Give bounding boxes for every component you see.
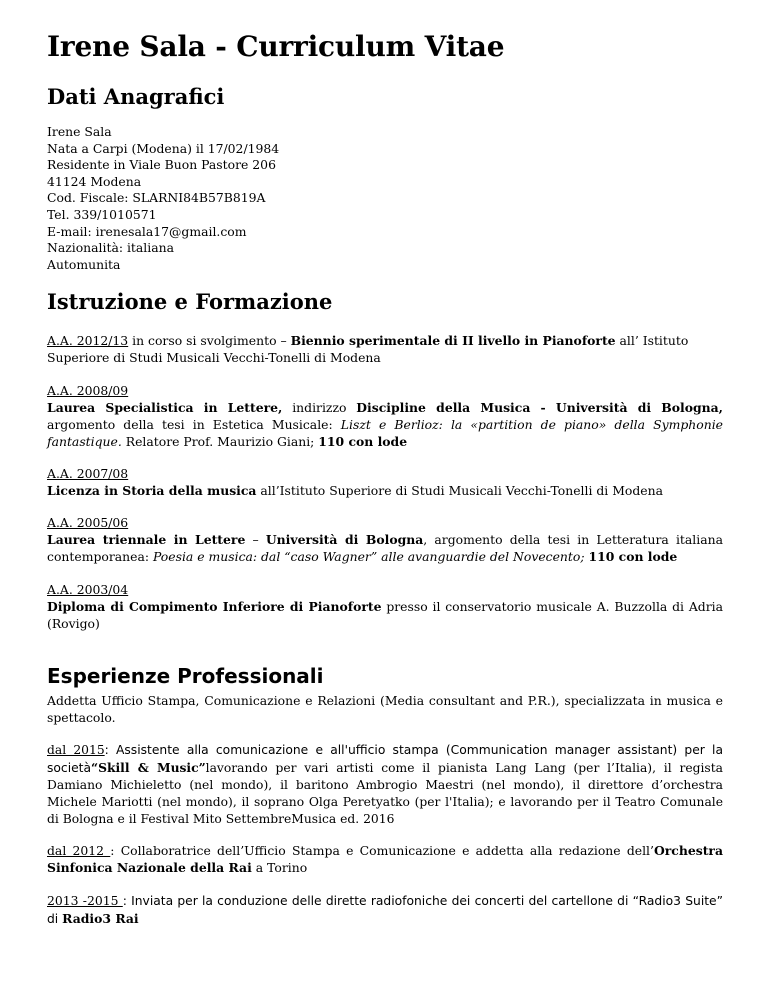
entry-company: “Skill & Music” (91, 760, 206, 775)
entry-date: A.A. 2007/08 (47, 466, 129, 481)
entry-text: – (245, 532, 266, 547)
section-heading-personal: Dati Anagrafici (47, 84, 225, 109)
entry-institution: Università di Bologna (265, 532, 424, 547)
personal-city: 41124 Modena (47, 173, 142, 189)
entry-text: , argomento della tesi in Letteratura italiana contemporanea: (47, 532, 723, 564)
experience-entry (47, 742, 723, 828)
section-heading-experience: Esperienze Professionali (47, 664, 324, 688)
experience-entry (47, 892, 723, 928)
section-experience (47, 664, 723, 688)
entry-text: lavorando per vari artisti come il pianista Lang Lang (per l’Italia), il regista Damiano Michieletto (nel mondo), il baritono Ambrogio Maestri (nel mondo), il direttore d’orchestra Michele Mariotti (nel mondo), il soprano Olga Peretyatko (per l'Italia); e lavorando per il Teatro Comunale di Bologna e il Festival Mito SettembreMusica ed. 2016 (47, 761, 723, 826)
entry-text: presso il conservatorio musicale A. Buzzolla di Adria (Rovigo) (47, 599, 723, 631)
personal-driving: Automunita (47, 256, 121, 272)
entry-degree: Laurea triennale in Lettere (47, 532, 246, 547)
entry-date: dal 2012 (47, 843, 111, 858)
personal-phone: Tel. 339/1010571 (47, 206, 157, 222)
entry-text: Relatore Prof. Maurizio Giani; (121, 434, 319, 449)
education-entry (47, 514, 723, 565)
entry-degree: Biennio sperimentale di II livello in Pianoforte (290, 333, 616, 348)
education-entry (47, 465, 723, 499)
entry-degree: Diploma di Compimento Inferiore di Pianoforte (47, 599, 382, 614)
entry-thesis-title: Poesia e musica: dal “caso Wagner” alle avanguardie del Novecento; (152, 549, 585, 564)
entry-degree: Laurea Specialistica in Lettere, (47, 400, 283, 415)
entry-text: : Inviata per la conduzione delle dirette radiofoniche dei concerti del cartellone di “Radio3 Suite” di (47, 894, 723, 926)
entry-text: indirizzo (282, 400, 357, 415)
entry-thesis-title: Liszt e Berlioz: la «partition de piano» della Symphonie fantastique. (47, 417, 724, 449)
personal-address: Residente in Viale Buon Pastore 206 (47, 157, 276, 173)
section-education (47, 289, 723, 314)
personal-birth: Nata a Carpi (Modena) il 17/02/1984 (47, 140, 280, 156)
entry-date: 2013 -2015 (47, 893, 123, 908)
experience-entry (47, 842, 723, 876)
entry-organization: Orchestra Sinfonica Nazionale della Rai (47, 843, 723, 875)
experience-intro: Addetta Ufficio Stampa, Comunicazione e Relazioni (Media consultant and P.R.), specializzata in musica e spettacolo. (47, 693, 723, 725)
personal-name: Irene Sala (47, 124, 112, 139)
education-entry (47, 332, 723, 366)
entry-degree: Licenza in Storia della musica (47, 483, 257, 498)
entry-grade: 110 con lode (588, 549, 678, 564)
entry-date: A.A. 2012/13 (47, 333, 129, 348)
entry-text: in corso si svolgimento – (128, 333, 291, 348)
entry-date: dal 2015 (47, 743, 105, 757)
entry-text: : Assistente alla comunicazione e all'ufficio stampa (Communication manager assistant) per la società (47, 743, 723, 775)
entry-text: : Collaboratrice dell’Ufficio Stampa e Comunicazione e addetta alla redazione dell’ (110, 843, 654, 858)
entry-organization: Radio3 Rai (62, 911, 139, 926)
entry-text: all’Istituto Superiore di Studi Musicali Vecchi-Tonelli di Modena (256, 483, 663, 498)
entry-date: A.A. 2005/06 (47, 515, 129, 530)
education-entry (47, 581, 723, 632)
entry-text: argomento della tesi in Estetica Musicale: (47, 417, 341, 432)
entry-grade: 110 con lode (318, 434, 408, 449)
entry-date: A.A. 2003/04 (47, 582, 129, 597)
personal-nationality: Nazionalità: italiana (47, 240, 174, 256)
personal-details (47, 124, 723, 273)
personal-email: E-mail: irenesala17@gmail.com (47, 223, 247, 239)
entry-institution: Discipline della Musica - Università di Bologna, (356, 400, 723, 415)
entry-date: A.A. 2008/09 (47, 383, 129, 398)
document-title: Irene Sala - Curriculum Vitae (47, 30, 505, 63)
section-personal-data (47, 84, 723, 273)
education-entry (47, 382, 723, 450)
section-heading-education: Istruzione e Formazione (47, 289, 333, 314)
entry-text: all’ Istituto Superiore di Studi Musicali Vecchi-Tonelli di Modena (47, 333, 689, 365)
entry-text: a Torino (251, 860, 308, 875)
personal-tax-code: Cod. Fiscale: SLARNI84B57B819A (47, 190, 266, 206)
